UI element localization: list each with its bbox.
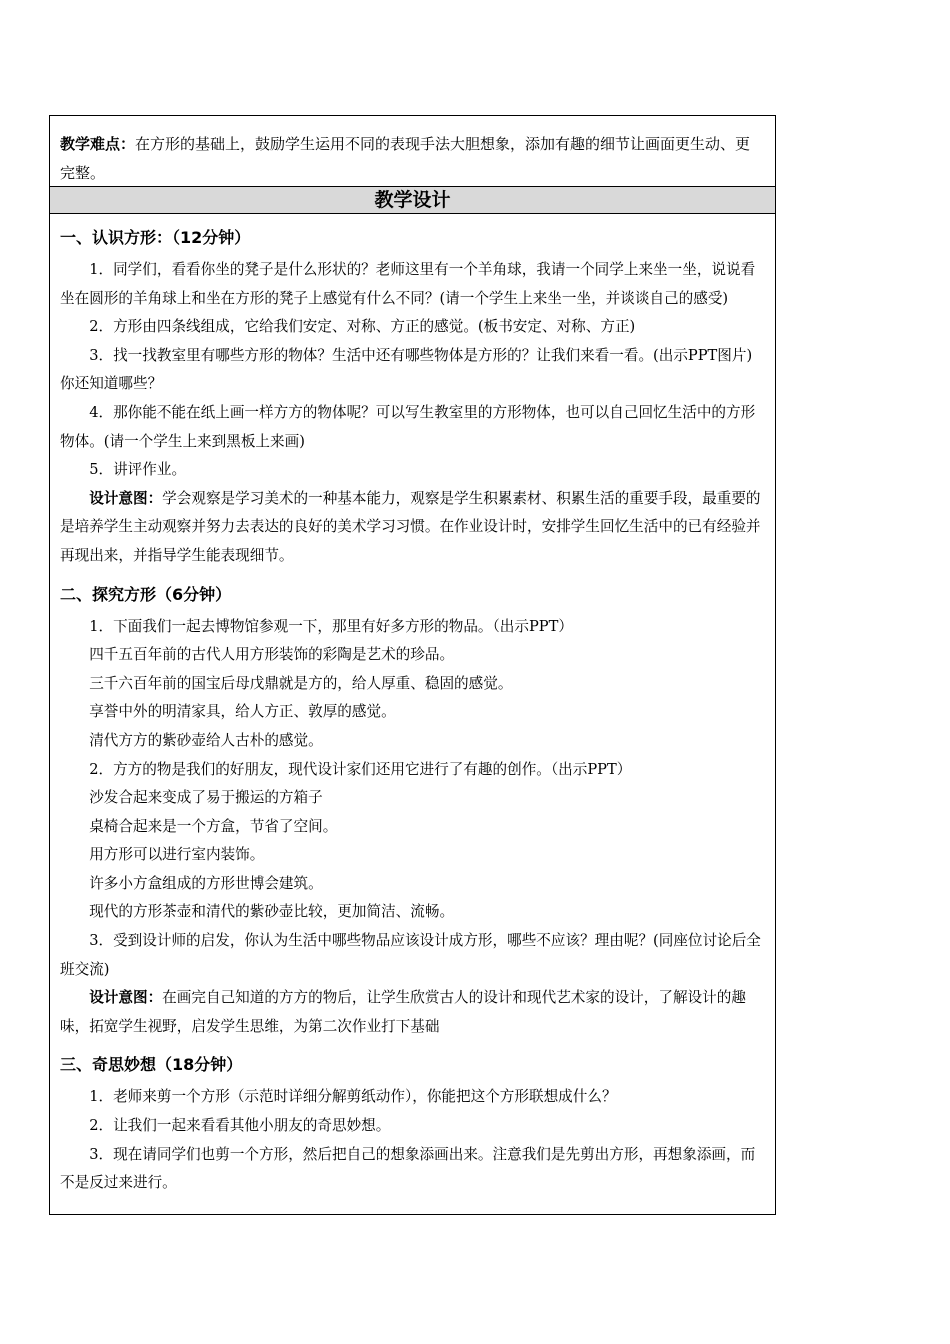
section-2-item-11: 现代的方形茶壶和清代的紫砂壶比较，更加简洁、流畅。 — [89, 903, 455, 921]
section-3-item-3: 3．现在请同学们也剪一个方形，然后把自己的想象添画出来。注意我们是先剪出方形，再想象添画，而不是反过来进行。 — [60, 1145, 756, 1192]
section-2-item-7: 沙发合起来变成了易于搬运的方箱子 — [89, 789, 323, 807]
section-3-item-1: 1．老师来剪一个方形（示范时详细分解剪纸动作），你能把这个方形联想成什么？ — [89, 1088, 617, 1106]
section-1-item-5: 5．讲评作业。 — [89, 461, 187, 479]
teaching-design-heading: 教学设计 — [50, 187, 775, 214]
section-title-3: 三、奇思妙想（18分钟） — [60, 1055, 243, 1075]
section-2-item-9: 用方形可以进行室内装饰。 — [89, 846, 265, 864]
section-2-item-3: 三千六百年前的国宝后母戊鼎就是方的，给人厚重、稳固的感觉。 — [89, 674, 513, 692]
teaching-difficulty-row — [50, 116, 775, 187]
section-title-1: 一、认识方形：（12分钟） — [60, 228, 251, 247]
section-title-2: 二、探究方形（6分钟） — [60, 584, 232, 604]
section-2-item-8: 桌椅合起来是一个方盒，节省了空间。 — [89, 817, 338, 835]
design-intent-label: 设计意图： — [89, 489, 163, 507]
design-intent-text: 在画完自己知道的方方的物后，让学生欣赏古人的设计和现代艺术家的设计，了解设计的趣味，拓宽学生视野，启发学生思维，为第二次作业打下基础 — [60, 989, 746, 1035]
difficulty-text: 在方形的基础上，鼓励学生运用不同的表现手法大胆想象，添加有趣的细节让画面更生动、更完整。 — [60, 135, 751, 182]
lesson-plan-table — [49, 115, 776, 1215]
section-2-item-5: 清代方方的紫砂壶给人古朴的感觉。 — [89, 731, 323, 749]
design-intent-label: 设计意图： — [89, 989, 163, 1007]
section-2-item-1: 1．下面我们一起去博物馆参观一下，那里有好多方形的物品。（出示PPT） — [89, 617, 573, 635]
section-1-item-3: 3．找一找教室里有哪些方形的物体？生活中还有哪些物体是方形的？让我们来看一看。(出示PPT图片)你还知道哪些？ — [60, 346, 753, 393]
section-2-item-6: 2．方方的物是我们的好朋友，现代设计家们还用它进行了有趣的创作。（出示PPT） — [89, 760, 632, 778]
design-intent-text: 学会观察是学习美术的一种基本能力，观察是学生积累素材、积累生活的重要手段，最重要的是培养学生主动观察并努力去表达的良好的美术学习习惯。在作业设计时，安排学生回忆生活中的已有经验并再现出来，并指导学生能表现细节。 — [60, 489, 761, 564]
section-2-design-intent — [60, 984, 765, 1041]
section-2-item-10: 许多小方盒组成的方形世博会建筑。 — [89, 874, 323, 892]
section-1-design-intent — [60, 485, 765, 571]
section-2-item-12: 3．受到设计师的启发，你认为生活中哪些物品应该设计成方形，哪些不应该？理由呢？(同座位讨论后全班交流) — [60, 932, 761, 978]
teaching-design-content — [50, 214, 775, 1214]
section-2-item-4: 享誉中外的明清家具，给人方正、敦厚的感觉。 — [89, 703, 396, 721]
section-1-item-4: 4．那你能不能在纸上画一样方方的物体呢？可以写生教室里的方形物体，也可以自己回忆生活中的方形物体。(请一个学生上来到黑板上来画) — [60, 403, 756, 450]
section-1-item-1: 1．同学们，看看你坐的凳子是什么形状的？老师这里有一个羊角球，我请一个同学上来坐一坐，说说看坐在圆形的羊角球上和坐在方形的凳子上感觉有什么不同？(请一个学生上来坐一坐，并谈谈自己的感受) — [60, 261, 756, 307]
section-1-item-2: 2．方形由四条线组成，它给我们安定、对称、方正的感觉。(板书安定、对称、方正) — [89, 318, 636, 336]
section-3-item-2: 2．让我们一起来看看其他小朋友的奇思妙想。 — [89, 1117, 391, 1135]
difficulty-label: 教学难点： — [60, 135, 136, 153]
section-2-item-2: 四千五百年前的古代人用方形装饰的彩陶是艺术的珍品。 — [89, 646, 455, 664]
